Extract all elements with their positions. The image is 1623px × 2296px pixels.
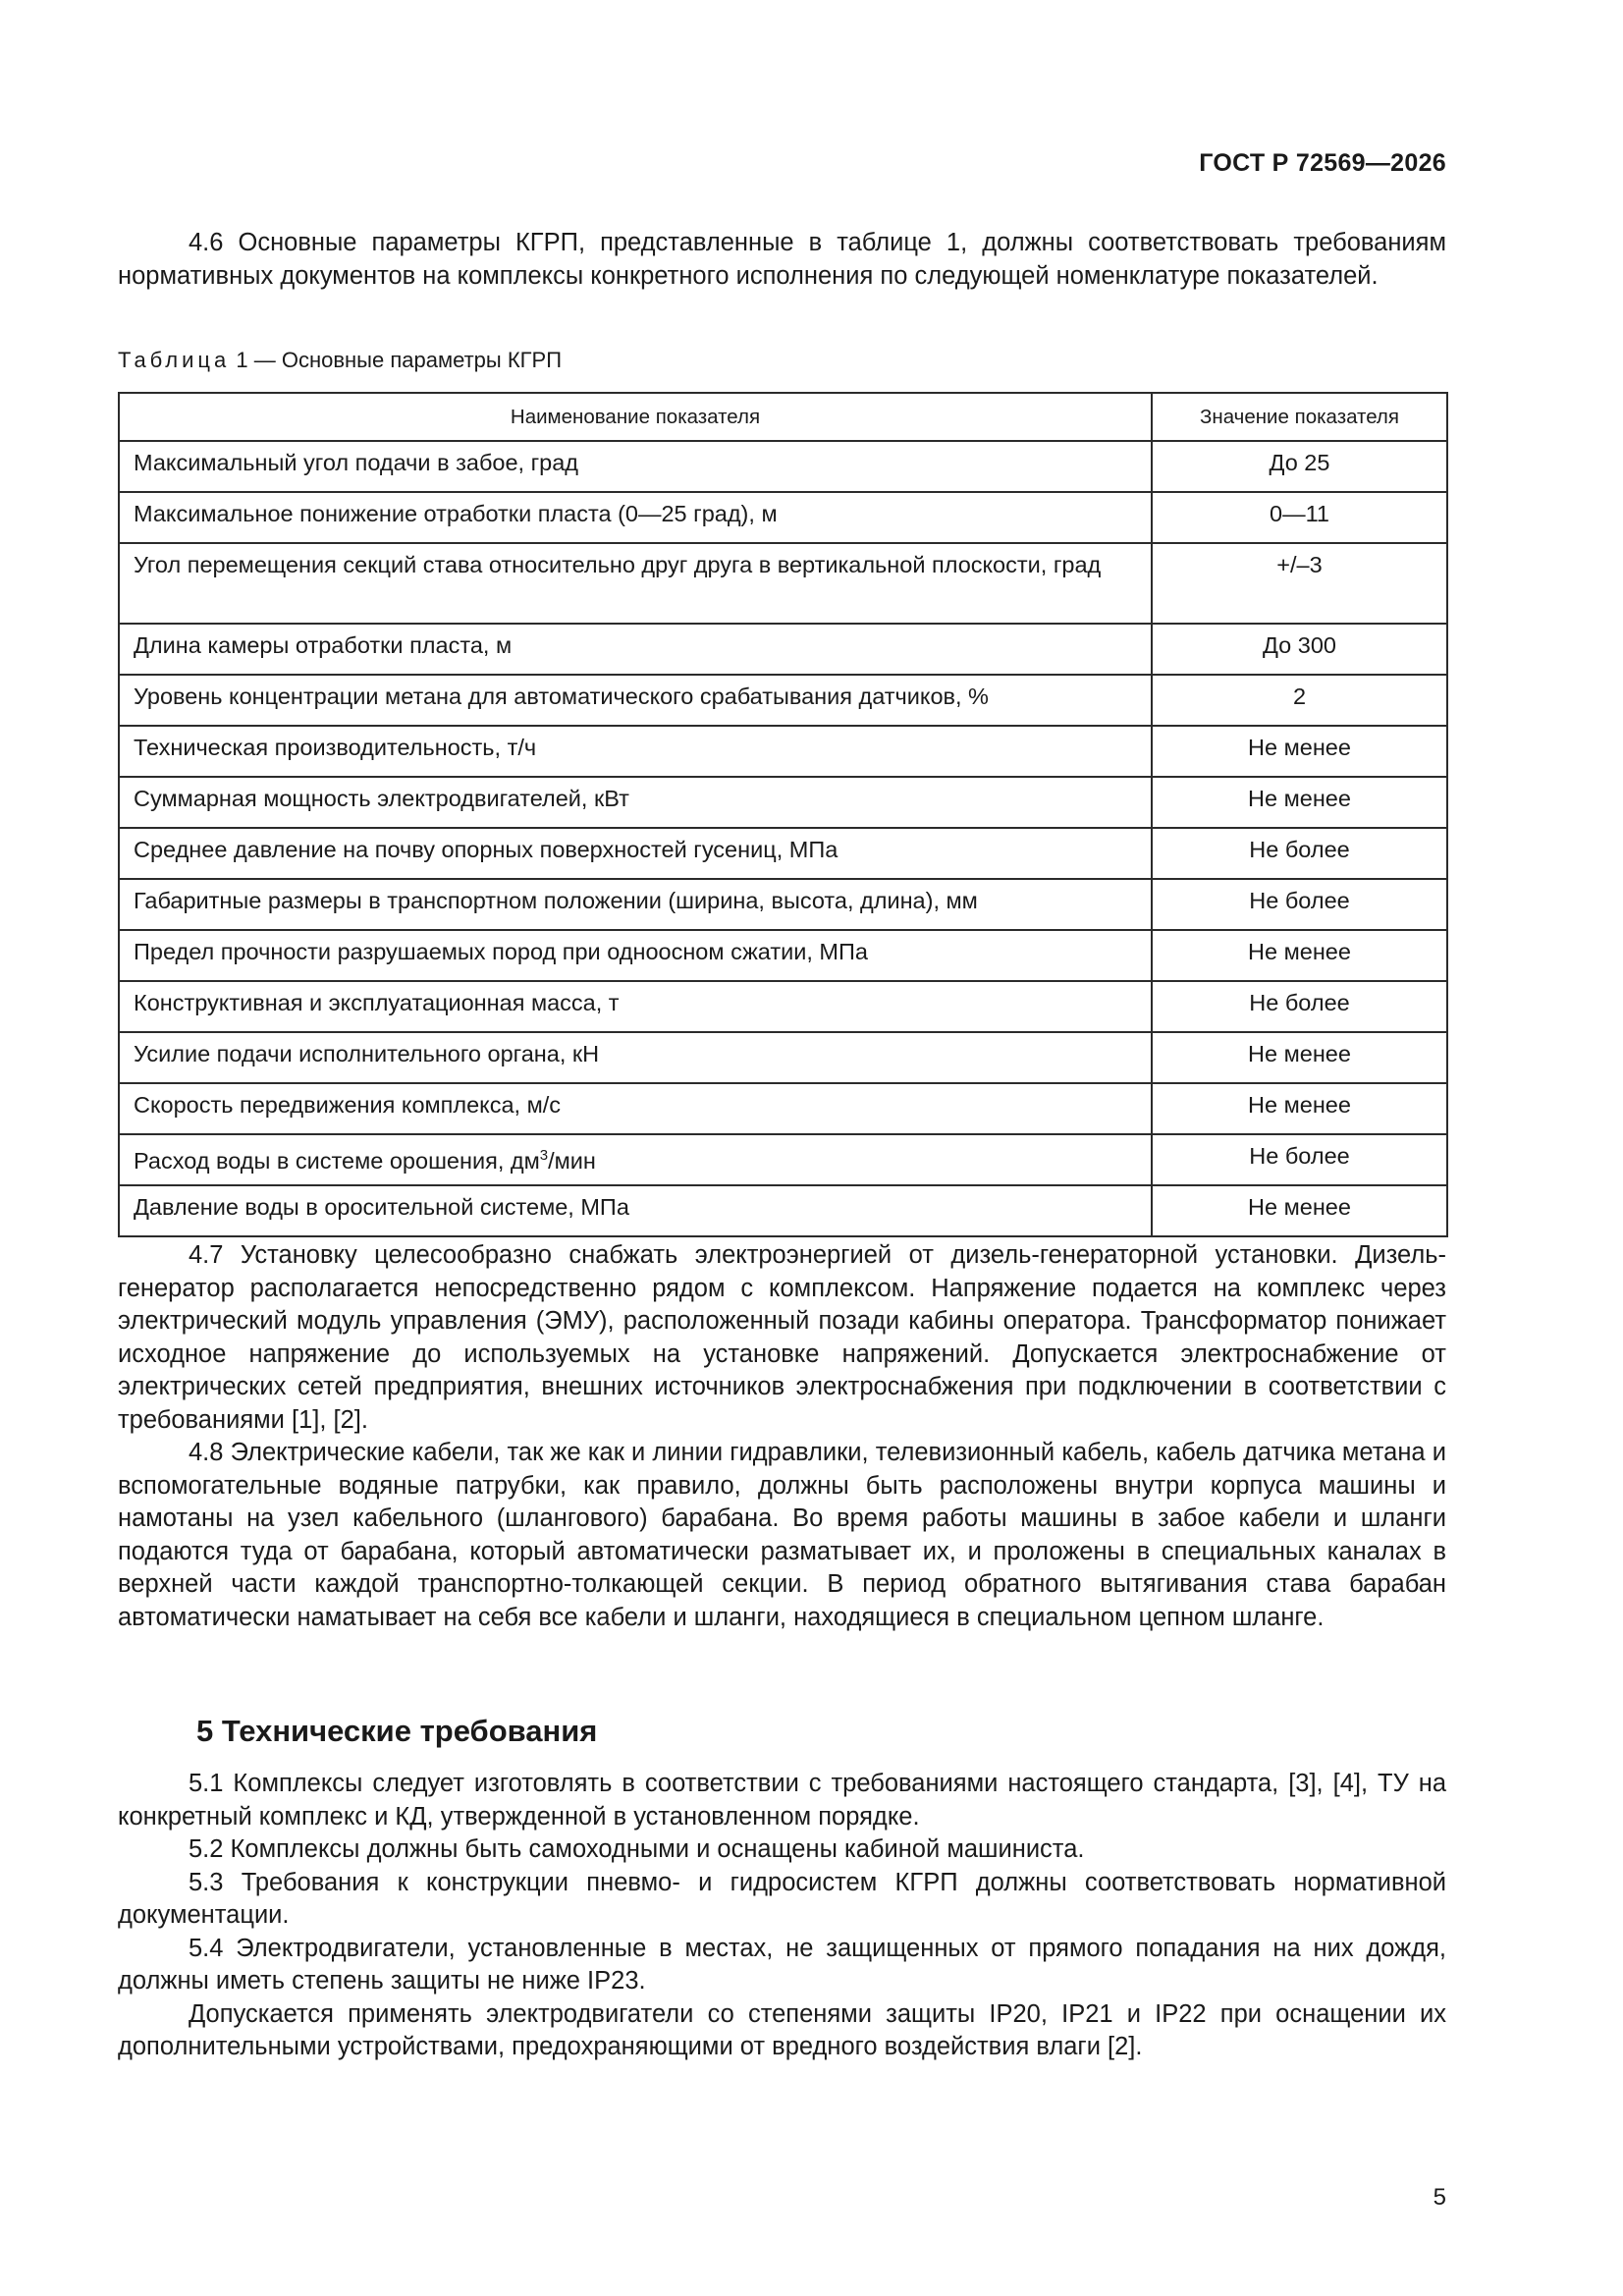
param-value: Не менее (1152, 726, 1447, 777)
param-value: Не менее (1152, 1185, 1447, 1236)
paragraph-4-6: 4.6 Основные параметры КГРП, представленные в таблице 1, должны соответствовать требованиям нормативных документов на комплексы конкретного исполнения по следующей номенклатуре показателей. (118, 229, 1446, 290)
param-name: Среднее давление на почву опорных поверхностей гусениц, МПа (119, 828, 1152, 879)
param-value: Не более (1152, 828, 1447, 879)
table-row (119, 981, 1447, 1032)
param-value: Не более (1152, 981, 1447, 1032)
section-5-title: 5 Технические требования (196, 1714, 598, 1748)
param-name: Техническая производительность, т/ч (119, 726, 1152, 777)
param-value: Не более (1152, 879, 1447, 930)
parameters-table (118, 392, 1448, 1237)
param-value: +/–3 (1152, 543, 1447, 624)
table-row (119, 1185, 1447, 1236)
paragraph-5-4: 5.4 Электродвигатели, установленные в местах, не защищенных от прямого попадания на них дождя, должны иметь степень защиты не ниже IP23. (118, 1934, 1446, 1995)
section-4-6 (118, 227, 1446, 293)
param-name: Габаритные размеры в транспортном положении (ширина, высота, длина), мм (119, 879, 1152, 930)
param-value: 2 (1152, 675, 1447, 726)
param-name: Суммарная мощность электродвигателей, кВт (119, 777, 1152, 828)
table-caption-text: 1 — Основные параметры КГРП (236, 348, 563, 372)
table-row (119, 930, 1447, 981)
document-header: ГОСТ Р 72569—2026 (1199, 149, 1446, 177)
param-value: Не менее (1152, 777, 1447, 828)
param-name: Уровень концентрации метана для автоматического срабатывания датчиков, % (119, 675, 1152, 726)
param-name: Угол перемещения секций става относительно друг друга в вертикальной плоскости, град (119, 543, 1152, 624)
page-number: 5 (1433, 2184, 1446, 2211)
unit-superscript: 3 (539, 1147, 549, 1164)
param-name: Давление воды в оросительной системе, МПа (119, 1185, 1152, 1236)
table-row (119, 675, 1447, 726)
param-value: До 25 (1152, 441, 1447, 492)
table-caption-label: Таблица (118, 348, 231, 372)
column-header-value: Значение показателя (1152, 393, 1447, 441)
table-row (119, 441, 1447, 492)
table-row (119, 1083, 1447, 1134)
param-name: Максимальное понижение отработки пласта (0—25 град), м (119, 492, 1152, 543)
param-value: 0—11 (1152, 492, 1447, 543)
param-name: Скорость передвижения комплекса, м/с (119, 1083, 1152, 1134)
column-header-name: Наименование показателя (119, 393, 1152, 441)
param-name-unit: /мин (548, 1147, 596, 1174)
table-row (119, 492, 1447, 543)
section-4-7-4-8 (118, 1239, 1446, 1634)
param-name: Усилие подачи исполнительного органа, кН (119, 1032, 1152, 1083)
param-value: До 300 (1152, 624, 1447, 675)
param-value: Не менее (1152, 1032, 1447, 1083)
param-name: Максимальный угол подачи в забое, град (119, 441, 1152, 492)
table-row (119, 1134, 1447, 1185)
table-header-row (119, 393, 1447, 441)
param-value: Не менее (1152, 1083, 1447, 1134)
table-row (119, 828, 1447, 879)
table-row (119, 1032, 1447, 1083)
table-row (119, 777, 1447, 828)
paragraph-4-7: 4.7 Установку целесообразно снабжать электроэнергией от дизель-генераторной установки. Дизель-генератор располагается непосредственно рядом с комплексом. Напряжение подается на комплекс через электрический модуль управления (ЭМУ), расположенный позади кабины оператора. Трансформатор понижает исходное напряжение до используемых на установке напряжений. Допускается электроснабжение от электрических сетей предприятия, внешних источников электроснабжения при подключении в соответствии с требованиями [1], [2]. (118, 1241, 1446, 1434)
param-name-text: Расход воды в системе орошения, дм (134, 1147, 540, 1174)
section-5-body (118, 1768, 1446, 2064)
param-value: Не более (1152, 1134, 1447, 1185)
table-row (119, 624, 1447, 675)
param-name: Предел прочности разрушаемых пород при одноосном сжатии, МПа (119, 930, 1152, 981)
table-caption (118, 348, 562, 373)
param-name: Конструктивная и эксплуатационная масса, т (119, 981, 1152, 1032)
paragraph-5-3: 5.3 Требования к конструкции пневмо- и гидросистем КГРП должны соответствовать нормативной документации. (118, 1868, 1446, 1929)
table-row (119, 726, 1447, 777)
param-value: Не менее (1152, 930, 1447, 981)
paragraph-5-1: 5.1 Комплексы следует изготовлять в соответствии с требованиями настоящего стандарта, [3], [4], ТУ на конкретный комплекс и КД, утвержденной в установленном порядке. (118, 1770, 1446, 1831)
paragraph-5-4-addendum: Допускается применять электродвигатели со степенями защиты IP20, IP21 и IP22 при оснащении их дополнительными устройствами, предохраняющими от вредного воздействия влаги [2]. (118, 1999, 1446, 2060)
param-name (119, 1134, 1152, 1185)
paragraph-4-8: 4.8 Электрические кабели, так же как и линии гидравлики, телевизионный кабель, кабель датчика метана и вспомогательные водяные патрубки, как правило, должны быть расположены внутри корпуса машины и намотаны на узел кабельного (шлангового) барабана. Во время работы машины в забое кабели и шланги подаются туда от барабана, который автоматически разматывает их, и проложены в специальных каналах в верхней части каждой транспортно-толкающей секции. В период обратного вытягивания става барабан автоматически наматывает на себя все кабели и шланги, находящиеся в специальном цепном шланге. (118, 1439, 1446, 1631)
table-row (119, 543, 1447, 624)
paragraph-5-2: 5.2 Комплексы должны быть самоходными и оснащены кабиной машиниста. (189, 1835, 1085, 1863)
param-name: Длина камеры отработки пласта, м (119, 624, 1152, 675)
table-row (119, 879, 1447, 930)
